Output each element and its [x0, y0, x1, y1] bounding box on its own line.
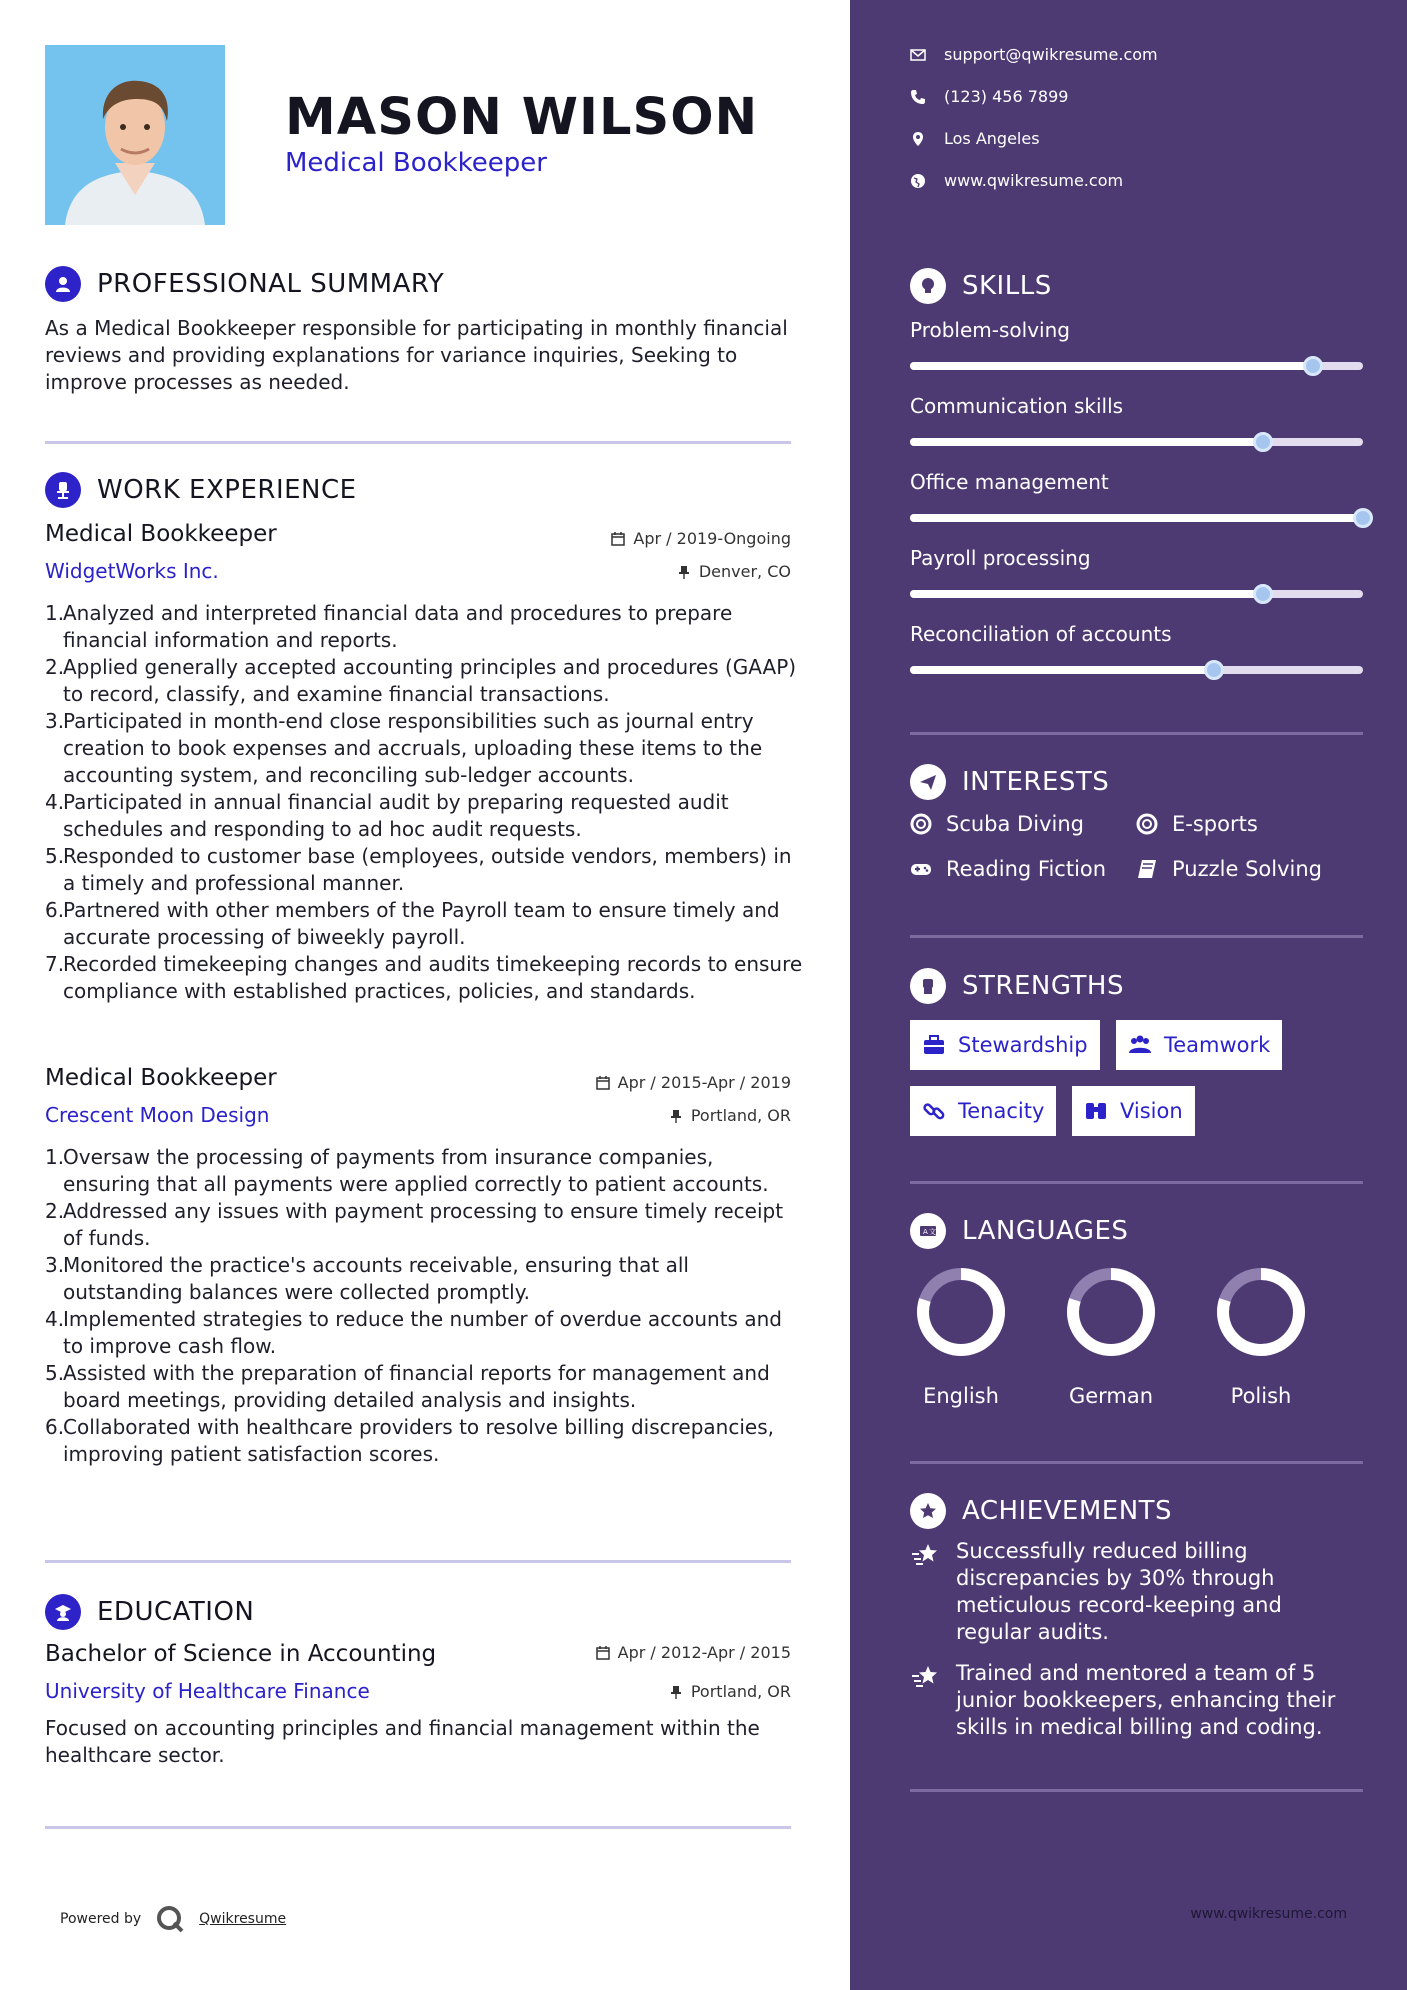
contact-location — [910, 129, 1040, 148]
job-location-text: Portland, OR — [690, 1106, 791, 1125]
list-item: 5. Assisted with the preparation of financial reports for management and board meetings, providing detailed analysis and insights. — [45, 1361, 770, 1412]
language-name: English — [923, 1384, 999, 1408]
summary-title: PROFESSIONAL SUMMARY — [97, 269, 445, 299]
interest-item: Scuba Diving — [910, 812, 1084, 836]
strengths-heading — [910, 968, 1124, 1004]
svg-text:A: A — [923, 1228, 928, 1236]
interests-title: INTERESTS — [962, 767, 1110, 797]
job-title: Medical Bookkeeper — [45, 1065, 277, 1091]
skill-bar-knob — [1303, 356, 1323, 376]
divider — [910, 1181, 1363, 1184]
education-description: Focused on accounting principles and financial management within the healthcare sector. — [45, 1716, 760, 1767]
achievements-title: ACHIEVEMENTS — [962, 1496, 1173, 1526]
profile-photo — [45, 45, 225, 225]
translate-icon — [910, 1213, 946, 1249]
skills-title: SKILLS — [962, 271, 1052, 301]
education-heading — [45, 1594, 254, 1630]
skill-bar — [910, 438, 1363, 446]
interest-item: Puzzle Solving — [1136, 857, 1322, 881]
education-dates — [596, 1643, 791, 1662]
pin-icon — [677, 565, 691, 579]
book-icon — [1136, 858, 1158, 880]
shooting-star-icon — [910, 1540, 940, 1570]
qwikresume-logo-icon — [155, 1904, 185, 1934]
lifebuoy-icon — [910, 813, 932, 835]
job-dates — [596, 1073, 791, 1092]
sidebar — [850, 0, 1407, 1990]
degree-title: Bachelor of Science in Accounting — [45, 1641, 437, 1667]
skill-bar-fill — [910, 666, 1214, 674]
gamepad-icon — [910, 858, 932, 880]
email-text[interactable]: support@qwikresume.com — [944, 45, 1158, 64]
job-location — [669, 1106, 791, 1125]
strength-chip: Teamwork — [1116, 1020, 1282, 1070]
strength-chip: Vision — [1072, 1086, 1195, 1136]
paper-plane-icon — [910, 764, 946, 800]
powered-by — [60, 1904, 286, 1934]
experience-heading — [45, 472, 357, 508]
contact-email — [910, 45, 1158, 64]
skill-bar — [910, 590, 1363, 598]
job-title: Medical Bookkeeper — [45, 521, 277, 547]
interest-item: Reading Fiction — [910, 857, 1106, 881]
languages-title: LANGUAGES — [962, 1216, 1129, 1246]
fist-icon — [910, 968, 946, 1004]
language-ring — [915, 1266, 1007, 1358]
language-name: German — [1068, 1384, 1154, 1408]
language-ring — [1065, 1266, 1157, 1358]
candidate-name: MASON WILSON — [285, 88, 759, 147]
skill-bar-fill — [910, 362, 1313, 370]
job-location-text: Denver, CO — [698, 562, 791, 581]
summary-text: As a Medical Bookkeeper responsible for participating in monthly financial reviews and providing explanations for variance inquiries, Seeking to improve processes as needed. — [45, 316, 788, 394]
list-item: 4. Implemented strategies to reduce the number of overdue accounts and to improve cash flow. — [45, 1307, 782, 1358]
graduate-icon — [45, 1594, 81, 1630]
briefcase-icon — [922, 1033, 946, 1057]
list-item: 1. Analyzed and interpreted financial data and procedures to prepare financial information and reports. — [45, 601, 733, 652]
achievements-heading — [910, 1493, 1172, 1529]
globe-icon — [910, 173, 926, 189]
interests-heading — [910, 764, 1109, 800]
contact-phone — [910, 87, 1068, 106]
summary-heading — [45, 266, 444, 302]
lightbulb-icon — [910, 268, 946, 304]
calendar-icon — [596, 1076, 610, 1090]
skill-label: Payroll processing — [910, 546, 1091, 570]
skill-bar-fill — [910, 438, 1263, 446]
list-item: 3. Participated in month-end close responsibilities such as journal entry creation to book expenses and accruals, uploading these items to the accounting system, and reconciling sub-ledger accounts. — [45, 709, 763, 787]
experience-title: WORK EXPERIENCE — [97, 475, 357, 505]
language-name: Polish — [1230, 1384, 1292, 1408]
brand-link[interactable]: Qwikresume — [199, 1911, 287, 1927]
list-item: 5. Responded to customer base (employees, outside vendors, members) in a timely and professional manner. — [45, 844, 792, 895]
job-company: WidgetWorks Inc. — [45, 559, 219, 583]
strength-chip: Tenacity — [910, 1086, 1056, 1136]
website-text[interactable]: www.qwikresume.com — [944, 171, 1124, 190]
list-item: 6. Collaborated with healthcare providers to resolve billing discrepancies, improving patient satisfaction scores. — [45, 1415, 774, 1466]
star-badge-icon — [910, 1493, 946, 1529]
skill-bar-fill — [910, 514, 1363, 522]
education-location — [669, 1682, 791, 1701]
skill-bar — [910, 666, 1363, 674]
language-ring — [1215, 1266, 1307, 1358]
skill-label: Problem-solving — [910, 318, 1070, 342]
pin-icon — [669, 1685, 683, 1699]
shooting-star-icon — [910, 1662, 940, 1692]
calendar-icon — [596, 1646, 610, 1660]
job-location — [677, 562, 791, 581]
school-name: University of Healthcare Finance — [45, 1679, 370, 1703]
interest-item: E-sports — [1136, 812, 1258, 836]
lifebuoy-icon — [1136, 813, 1158, 835]
skill-bar — [910, 362, 1363, 370]
footer-url[interactable]: www.qwikresume.com — [1190, 1906, 1347, 1922]
person-photo-icon — [45, 45, 225, 225]
calendar-icon — [611, 532, 625, 546]
link-icon — [922, 1099, 946, 1123]
contact-website — [910, 171, 1123, 190]
office-chair-icon — [45, 472, 81, 508]
divider — [910, 935, 1363, 938]
achievement-item: Successfully reduced billing discrepancies by 30% through meticulous record-keeping and regular audits. — [910, 1538, 1350, 1646]
location-text: Los Angeles — [944, 129, 1040, 148]
education-title: EDUCATION — [97, 1597, 255, 1627]
skill-bar-knob — [1204, 660, 1224, 680]
job-dates-text: Apr / 2019-Ongoing — [633, 529, 791, 548]
strengths-title: STRENGTHS — [962, 971, 1124, 1001]
phone-text: (123) 456 7899 — [944, 87, 1069, 106]
language-item — [1056, 1266, 1166, 1408]
job-responsibilities — [45, 1144, 805, 1468]
job-dates — [611, 529, 791, 548]
users-icon — [1128, 1033, 1152, 1057]
skill-label: Office management — [910, 470, 1109, 494]
achievement-item: Trained and mentored a team of 5 junior bookkeepers, enhancing their skills in medical billing and coding. — [910, 1660, 1350, 1741]
divider — [45, 1560, 791, 1563]
powered-by-label: Powered by — [60, 1911, 142, 1927]
list-item: 7. Recorded timekeeping changes and audits timekeeping records to ensure compliance with established practices, policies, and standards. — [45, 952, 803, 1003]
education-dates-text: Apr / 2012-Apr / 2015 — [617, 1643, 791, 1662]
languages-heading — [910, 1213, 1128, 1249]
candidate-role: Medical Bookkeeper — [285, 148, 547, 178]
divider — [910, 1461, 1363, 1464]
skill-bar-knob — [1253, 432, 1273, 452]
map-marker-icon — [910, 131, 926, 147]
skill-bar-fill — [910, 590, 1263, 598]
pin-icon — [669, 1109, 683, 1123]
skill-bar — [910, 514, 1363, 522]
envelope-icon — [910, 47, 926, 63]
language-item — [906, 1266, 1016, 1408]
list-item: 2. Applied generally accepted accounting principles and procedures (GAAP) to record, classify, and examine financial transactions. — [45, 655, 797, 706]
language-item — [1206, 1266, 1316, 1408]
divider — [910, 1789, 1363, 1792]
list-item: 1. Oversaw the processing of payments from insurance companies, ensuring that all payments were applied correctly to patient accounts. — [45, 1145, 769, 1196]
list-item: 3. Monitored the practice's accounts receivable, ensuring that all outstanding balances were collected promptly. — [45, 1253, 689, 1304]
list-item: 4. Participated in annual financial audit by preparing requested audit schedules and responding to ad hoc audit requests. — [45, 790, 729, 841]
job-dates-text: Apr / 2015-Apr / 2019 — [617, 1073, 791, 1092]
skills-heading — [910, 268, 1052, 304]
user-icon — [45, 266, 81, 302]
skill-label: Reconciliation of accounts — [910, 622, 1172, 646]
education-location-text: Portland, OR — [690, 1682, 791, 1701]
divider — [45, 1826, 791, 1829]
strength-chip: Stewardship — [910, 1020, 1100, 1070]
binoculars-icon — [1084, 1099, 1108, 1123]
skill-bar-knob — [1353, 508, 1373, 528]
job-responsibilities — [45, 600, 805, 1005]
list-item: 2. Addressed any issues with payment processing to ensure timely receipt of funds. — [45, 1199, 784, 1250]
divider — [45, 441, 791, 444]
list-item: 6. Partnered with other members of the Payroll team to ensure timely and accurate processing of biweekly payroll. — [45, 898, 780, 949]
skill-label: Communication skills — [910, 394, 1124, 418]
phone-icon — [910, 89, 926, 105]
svg-text:文: 文 — [929, 1228, 936, 1236]
job-company: Crescent Moon Design — [45, 1103, 270, 1127]
skill-bar-knob — [1253, 584, 1273, 604]
divider — [910, 732, 1363, 735]
